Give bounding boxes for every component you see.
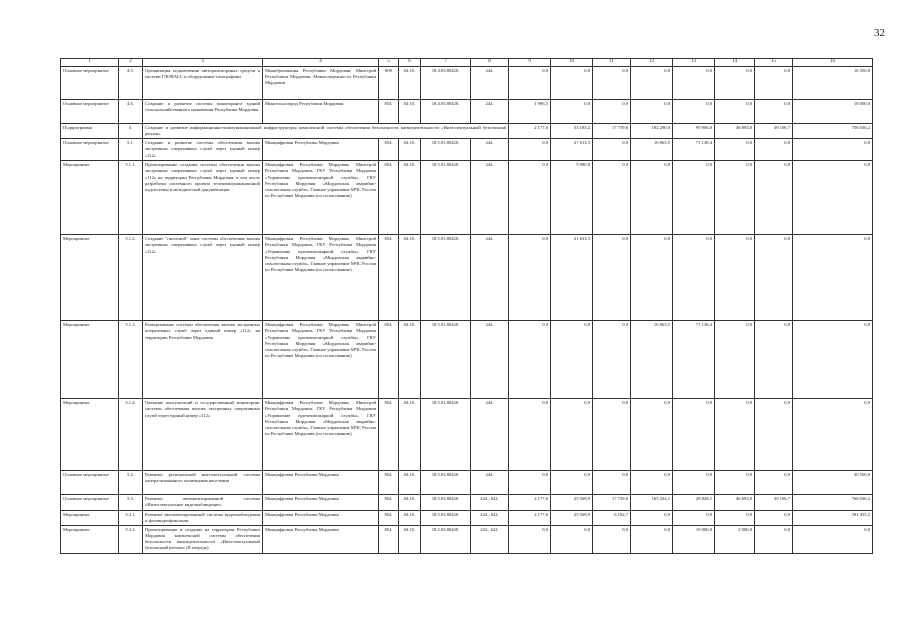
table-cell: 0,0 (755, 235, 793, 321)
table-cell: 0,0 (551, 525, 593, 553)
table-cell: 18.5.02.80420. (421, 471, 471, 495)
table-cell: 854. (379, 99, 399, 123)
column-header: 3 (143, 59, 263, 67)
table-cell: 809 (379, 66, 399, 99)
table-cell: Организация подключения автотранспортных средств к системе ГЛОНАСС и оборудование тахографами (143, 66, 263, 99)
table-cell: 6 182,7 (593, 510, 631, 525)
table-cell: 5.2. (119, 471, 143, 495)
table-cell: 854. (379, 471, 399, 495)
table-cell: 2 177,6 (509, 495, 551, 510)
table-cell: 0,0 (715, 99, 755, 123)
table-cell: 5. (119, 123, 143, 138)
table-cell: 0,0 (793, 161, 873, 235)
table-cell: 244. (471, 99, 509, 123)
table-cell: 244. (471, 139, 509, 161)
table-cell: 0,0 (509, 399, 551, 471)
column-header: 15 (755, 59, 793, 67)
table-cell: 581 455,2 (793, 510, 873, 525)
table-cell: 71 138,4 (673, 321, 715, 399)
table-cell: 5.1. (119, 139, 143, 161)
table-cell: 0,0 (593, 399, 631, 471)
column-header: 13 (673, 59, 715, 67)
table-cell: 165 434,1 (631, 495, 673, 510)
table-cell: 04.10. (399, 99, 421, 123)
table-cell: Оказание консультаций и государственный мониторинг системы обеспечения вызова экстренных оперативных служб через единый номер «112» (143, 399, 263, 471)
table-cell: Минцифровки Республики Мордовия (263, 510, 379, 525)
table-cell: 10 000,0 (673, 525, 715, 553)
table-row (61, 525, 873, 553)
table-cell: 854. (379, 495, 399, 510)
table-cell: Основное мероприятие (61, 471, 119, 495)
table-cell: 0,0 (593, 161, 631, 235)
table-cell: 244.; 622. (471, 495, 509, 510)
table-cell: 27 613,3 (551, 139, 593, 161)
table-cell: 2 177,6 (509, 510, 551, 525)
table-cell: Развитие региональной интеллектуальной системы централизованного оповещения населения (143, 471, 263, 495)
table-cell: Минобразования Республики Мордовия, Минстрой Республики Мордовия, Минмолодежности Республики Мордовия (263, 66, 379, 99)
table-cell: 0,0 (755, 321, 793, 399)
table-cell: 854. (379, 235, 399, 321)
table-cell: 4.5. (119, 66, 143, 99)
table-cell: 04.10. (399, 139, 421, 161)
table-cell: 53 183,2 (551, 123, 593, 138)
table-cell: 04.10. (399, 525, 421, 553)
table-cell: 04.10. (399, 161, 421, 235)
table-row (61, 321, 873, 399)
table-cell: 18.5.03.80420. (421, 525, 471, 553)
table-cell: Основное мероприятие (61, 495, 119, 510)
table-cell: 0,0 (673, 399, 715, 471)
table-cell: Основное мероприятие (61, 139, 119, 161)
table-cell: 99 966,0 (673, 123, 715, 138)
table-cell: Мероприятие (61, 161, 119, 235)
table-cell: 0,0 (673, 510, 715, 525)
table-cell: 0,0 (793, 235, 873, 321)
table-cell: 244. (471, 321, 509, 399)
column-header: 16 (793, 59, 873, 67)
table-row (61, 510, 873, 525)
table-cell: 0,0 (793, 321, 873, 399)
table-cell: 16 350,0 (793, 66, 873, 99)
table-cell: 0,0 (631, 161, 673, 235)
table-cell: 0,0 (755, 66, 793, 99)
column-header: 2 (119, 59, 143, 67)
table-cell: 244.; 622. (471, 510, 509, 525)
table-cell: 0,0 (793, 399, 873, 471)
table-cell: Развитие автоматизированной системы «Интеллектуальное видеонаблюдение» (143, 495, 263, 510)
column-header: 5 (379, 59, 399, 67)
table-cell: 0,0 (593, 525, 631, 553)
table-row (61, 139, 873, 161)
table-cell: 0,0 (551, 399, 593, 471)
table-cell: 244. (471, 66, 509, 99)
table-cell: 18.5.01.80420. (421, 139, 471, 161)
table-row (61, 495, 873, 510)
table-cell: 5.1.4. (119, 399, 143, 471)
table-cell: 0,0 (673, 66, 715, 99)
table-cell: 5.3. (119, 495, 143, 510)
table-cell: Минцифровки Республики Мордовия (263, 471, 379, 495)
table-cell: 244. (471, 399, 509, 471)
table-cell: 0,0 (509, 471, 551, 495)
table-cell: 0,0 (631, 99, 673, 123)
table-row (61, 66, 873, 99)
column-header: 10 (551, 59, 593, 67)
table-cell: 0,0 (593, 139, 631, 161)
table-cell: 5 980,0 (551, 161, 593, 235)
table-cell: 46 893,0 (715, 495, 755, 510)
table-cell: 0,0 (551, 471, 593, 495)
table-cell: Развитие автоматизированной системы видеонаблюдения и фотовидеофиксации (143, 510, 263, 525)
table-cell: 0,0 (631, 510, 673, 525)
table-cell: Мероприятие (61, 525, 119, 553)
table-cell: 0,0 (631, 525, 673, 553)
table-cell: 0,0 (673, 161, 715, 235)
table-cell: 244. (471, 235, 509, 321)
table-row (61, 123, 873, 138)
table-row (61, 471, 873, 495)
table-cell: Создание и развитие системы мониторинга зданий сельскохозяйственного назначения Республики Мордовия (143, 99, 263, 123)
table-cell: 0,0 (755, 471, 793, 495)
table-cell: 04.10. (399, 66, 421, 99)
table-cell: 30 500,0 (793, 471, 873, 495)
table-cell: Минцифровки Республики Мордовия, Минстрой Республики Мордовия, ГКУ Республики Мордовия «Управление противопожарной службы», ГКУ Республики Мордовия «Мордовская аварийно-спасательная служба», Главное управление МЧС России по Республике Мордовия (по согласованию) (263, 399, 379, 471)
table-cell: 0,0 (593, 235, 631, 321)
table-cell: 18.4.03.80420. (421, 66, 471, 99)
table-cell: 5.1.2. (119, 235, 143, 321)
table-cell: 04.10. (399, 399, 421, 471)
table-cell: Проектирование создания системы обеспечения вызова экстренных оперативных служб через единый номер «112» на территории Республики Мордовия, в том числе разработка системного проекта телекоммуникационной подсистемы и методической документации (143, 161, 263, 235)
table-cell: 18.5.01.80420. (421, 161, 471, 235)
table-body (61, 66, 873, 553)
table-cell: 2 000,0 (715, 525, 755, 553)
table-cell: 0,0 (631, 399, 673, 471)
table-cell: 0,0 (593, 99, 631, 123)
table-cell: 0,0 (551, 321, 593, 399)
table-cell: Мероприятие (61, 399, 119, 471)
table-cell: 0,0 (673, 99, 715, 123)
table-cell: 0,0 (715, 235, 755, 321)
table-cell: 39 106,7 (755, 495, 793, 510)
table-cell: 0,0 (673, 471, 715, 495)
table-cell: 0,0 (715, 161, 755, 235)
table-cell: 18.5.01.80420. (421, 321, 471, 399)
table-cell: Минцифровки Республики Мордовия (263, 139, 379, 161)
table-cell: 5.3.1. (119, 510, 143, 525)
table-cell: 4.6. (119, 99, 143, 123)
table-cell: 766 036,2 (793, 495, 873, 510)
table-cell: Мероприятие (61, 321, 119, 399)
table-cell: 0,0 (551, 99, 593, 123)
table-cell: 0,0 (755, 510, 793, 525)
table-cell: 04.10. (399, 321, 421, 399)
table-cell: Минцифровки Республики Мордовия, Минстрой Республики Мордовия, ГКУ Республики Мордовия «Управление противопожарной службы», ГКУ Республики Мордовия «Мордовская аварийно-спасательная служба», Главное управление МЧС России по Республике Мордовия (по согласованию) (263, 161, 379, 235)
table-cell: 5.3.2. (119, 525, 143, 553)
table-cell: 0,0 (755, 99, 793, 123)
column-header: 8 (471, 59, 509, 67)
table-cell: 0,0 (509, 161, 551, 235)
table-cell: 25 569,9 (551, 510, 593, 525)
table-cell: 17 739,6 (593, 495, 631, 510)
table-cell: Минцифровки Республики Мордовия (263, 525, 379, 553)
table-cell: 0,0 (715, 471, 755, 495)
budget-table (60, 58, 873, 554)
table-cell: 21 633,3 (551, 235, 593, 321)
table-cell: 0,0 (755, 399, 793, 471)
table-cell: Основное мероприятие (61, 66, 119, 99)
column-header: 12 (631, 59, 673, 67)
table-cell: 0,0 (631, 471, 673, 495)
table-cell: Минцифровки Республики Мордовия (263, 495, 379, 510)
table-cell: 25 569,9 (551, 495, 593, 510)
table-cell: 0,0 (715, 139, 755, 161)
table-cell: Подпрограмма (61, 123, 119, 138)
table-cell: 46 893,0 (715, 123, 755, 138)
table-cell: Мероприятие (61, 235, 119, 321)
column-header: 1 (61, 59, 119, 67)
table-cell: 854. (379, 321, 399, 399)
column-header: 14 (715, 59, 755, 67)
table-cell: 0,0 (551, 66, 593, 99)
table-cell: 18 000,0 (793, 99, 873, 123)
table-cell: 28 828,1 (673, 495, 715, 510)
table-cell: 0,0 (755, 161, 793, 235)
table-cell: 0,0 (793, 139, 873, 161)
table-cell: 5.1.1. (119, 161, 143, 235)
table-cell: 854. (379, 510, 399, 525)
table-cell: 0,0 (509, 525, 551, 553)
column-header: 9 (509, 59, 551, 67)
table-cell: 854. (379, 139, 399, 161)
table-cell: 0,0 (755, 525, 793, 553)
table-cell: Минсельхозпрод Республики Мордовия (263, 99, 379, 123)
table-cell: 71 138,4 (673, 139, 715, 161)
table-cell: Развертывание системы обеспечения вызова экстренных оперативных служб через единый номер «112» на территории Республики Мордовия (143, 321, 263, 399)
table-cell: 0,0 (509, 235, 551, 321)
table-cell: Проектирование и создание на территории Республики Мордовия комплексной системы обеспечения безопасности жизнедеятельности «Интеллектуальный безопасный регион» (II очередь) (143, 525, 263, 553)
table-cell: 756 036,2 (793, 123, 873, 138)
table-cell: Минцифровки Республики Мордовия, Минстрой Республики Мордовия, ГКУ Республики Мордовия «Управление противопожарной службы», ГКУ Республики Мордовия «Мордовская аварийно-спасательная служба», Главное управление МЧС России по Республике Мордовия (по согласованию) (263, 235, 379, 321)
column-header: 4 (263, 59, 379, 67)
table-cell: 04.10. (399, 495, 421, 510)
table-cell: 0,0 (673, 235, 715, 321)
table-cell: 16 863,5 (631, 321, 673, 399)
table-cell: 04.10. (399, 510, 421, 525)
table-cell: 0,0 (715, 321, 755, 399)
table-cell: 0,0 (509, 139, 551, 161)
table-cell: Минцифровки Республики Мордовия, Минстрой Республики Мордовия, ГКУ Республики Мордовия «Управление противопожарной службы», ГКУ Республики Мордовия «Мордовская аварийно-спасательная служба», Главное управление МЧС России по Республике Мордовия (по согласованию) (263, 321, 379, 399)
table-cell: 854. (379, 525, 399, 553)
table-cell: 04.10. (399, 235, 421, 321)
table-cell: 244. (471, 471, 509, 495)
table-cell: 16 863,5 (631, 139, 673, 161)
table-cell: 854. (379, 399, 399, 471)
table-cell: 0,0 (715, 510, 755, 525)
table-cell: 0,0 (793, 525, 873, 553)
table-cell: 39 106,7 (755, 123, 793, 138)
table-row (61, 235, 873, 321)
table-cell: 0,0 (509, 66, 551, 99)
table-cell: 1 996,5 (509, 99, 551, 123)
column-header: 6 (399, 59, 421, 67)
table-row (61, 99, 873, 123)
table-cell: 0,0 (715, 66, 755, 99)
table-header-row (61, 59, 873, 67)
table-cell: 244. (471, 161, 509, 235)
table-cell: 0,0 (593, 66, 631, 99)
table-cell: 04.10. (399, 471, 421, 495)
table-cell: 18.4.03.80420. (421, 99, 471, 123)
table-cell: 0,0 (509, 321, 551, 399)
table-cell: Мероприятие (61, 510, 119, 525)
table-cell: 0,0 (631, 235, 673, 321)
table-cell: 0,0 (593, 471, 631, 495)
table-cell: Создание "пилотной" зоны системы обеспечения вызова экстренных оперативных служб через единый номер «112» (143, 235, 263, 321)
table-cell: 18.5.03.80420. (421, 495, 471, 510)
table-cell: 17 739,6 (593, 123, 631, 138)
table-row (61, 161, 873, 235)
table-cell: Создание и развитие системы обеспечения вызова экстренных оперативных служб через единый номер «112» (143, 139, 263, 161)
table-row (61, 399, 873, 471)
table-cell: 18.5.01.80420. (421, 235, 471, 321)
table-cell: Создание и развитие информационно-коммуникационной инфраструктуры комплексной системы обеспечения безопасности жизнедеятельности «Интеллектуальный безопасный регион» (143, 123, 509, 138)
table-cell: 0,0 (593, 321, 631, 399)
column-header: 11 (593, 59, 631, 67)
table-cell: 182 290,0 (631, 123, 673, 138)
table-cell: 18.5.01.80420. (421, 399, 471, 471)
table-cell: 244.; 622. (471, 525, 509, 553)
table-cell: 0,0 (755, 139, 793, 161)
page-number: 32 (874, 27, 885, 39)
column-header: 7 (421, 59, 471, 67)
table-cell: 2 177,6 (509, 123, 551, 138)
table-cell: Основное мероприятие (61, 99, 119, 123)
table-cell: 0,0 (715, 399, 755, 471)
table-cell: 5.1.3. (119, 321, 143, 399)
table-cell: 0,0 (631, 66, 673, 99)
table-cell: 18.5.03.80420. (421, 510, 471, 525)
table-cell: 854. (379, 161, 399, 235)
